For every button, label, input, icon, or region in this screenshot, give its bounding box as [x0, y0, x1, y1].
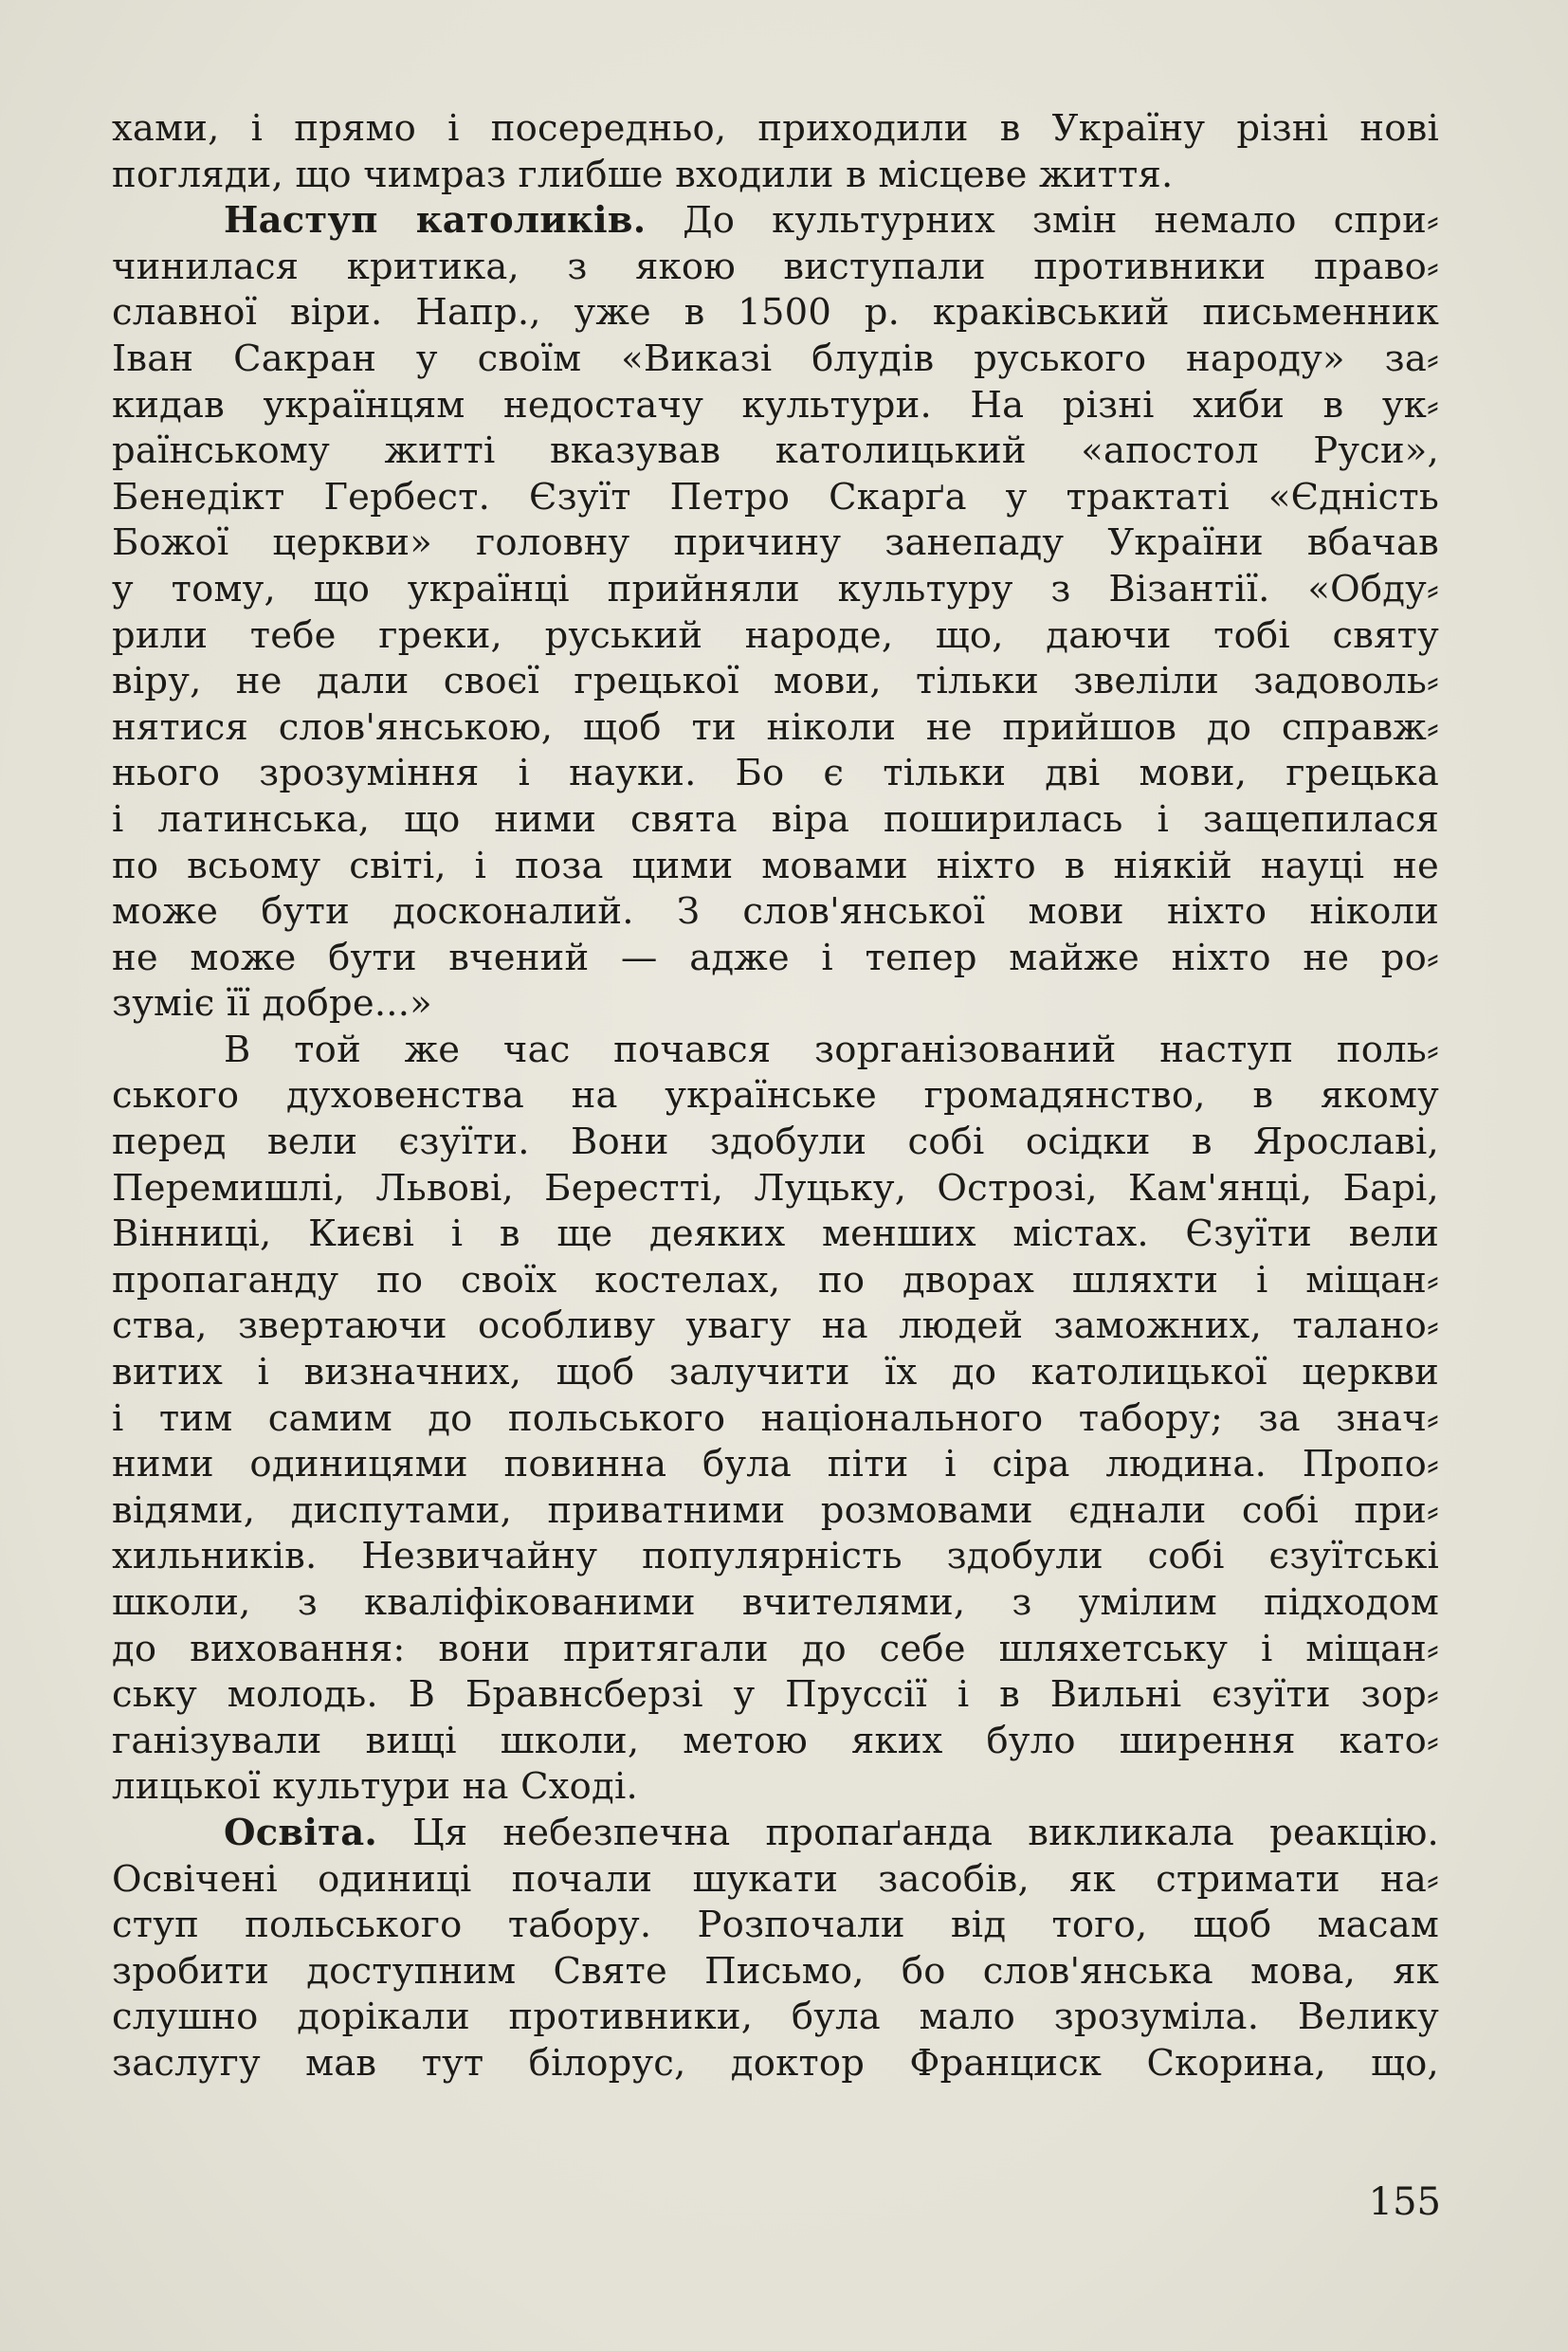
- text-line: Освічені одиниці почали шукати засобів, як стримати на⸗: [112, 1857, 1439, 1901]
- text-line: по всьому світі, і поза цими мовами ніхто в ніякій науці не: [112, 844, 1439, 887]
- text-line: чинилася критика, з якою виступали противники право⸗: [112, 245, 1439, 288]
- text-line: витих і визначних, щоб залучити їх до католицької церкви: [112, 1351, 1439, 1394]
- text-line: Перемишлі, Львові, Берестті, Луцьку, Острозі, Кам'янці, Барі,: [112, 1166, 1439, 1210]
- text-line: Божої церкви» головну причину занепаду України вбачав: [112, 521, 1439, 565]
- section-heading: Наступ католиків.: [224, 199, 647, 243]
- text-line: віру, не дали своєї грецької мови, тільки звеліли задоволь⸗: [112, 660, 1439, 703]
- text-line: лицької культури на Сході.: [112, 1765, 638, 1809]
- page-text: [112, 106, 1439, 2087]
- text-line: перед вели єзуїти. Вони здобули собі осідки в Ярославі,: [112, 1121, 1439, 1164]
- text-line: Бенедікт Гербест. Єзуїт Петро Скарґа у трактаті «Єдність: [112, 475, 1439, 519]
- text-line: Іван Сакран у своїм «Виказі блудів руського народу» за⸗: [112, 337, 1439, 380]
- text-line: ського духовенства на українське громадянство, в якому: [112, 1074, 1439, 1118]
- text-line: пропаганду по своїх костелах, по дворах шляхти і міщан⸗: [112, 1258, 1439, 1302]
- text-line: може бути досконалий. З слов'янської мови ніхто ніколи: [112, 890, 1439, 934]
- text-line: школи, з кваліфікованими вчителями, з умілим підходом: [112, 1581, 1439, 1624]
- text-line: ську молодь. В Бравнсберзі у Пруссії і в Вильні єзуїти зор⸗: [112, 1673, 1439, 1717]
- text-line: рили тебе греки, руський народе, що, даючи тобі святу: [112, 613, 1439, 657]
- text-line: В той же час почався зорганізований наступ поль⸗: [224, 1028, 1439, 1071]
- text-line: нього зрозуміння і науки. Бо є тільки дві мови, грецька: [112, 752, 1439, 795]
- text-line: кидав українцям недостачу культури. На різні хиби в ук⸗: [112, 383, 1439, 427]
- text-line: нятися слов'янською, щоб ти ніколи не прийшов до справж⸗: [112, 705, 1439, 749]
- text-line: і латинська, що ними свята віра поширилась і защепилася: [112, 797, 1439, 841]
- text-line: Вінниці, Києві і в ще деяких менших містах. Єзуїти вели: [112, 1212, 1439, 1256]
- paragraph-education: [112, 1811, 1439, 2087]
- text-line: славної віри. Напр., уже в 1500 р. краківський письменник: [112, 291, 1439, 335]
- text-line: зуміє її добре...»: [112, 982, 432, 1026]
- text-line: не може бути вчений — адже і тепер майже ніхто не ро⸗: [112, 936, 1439, 979]
- text-line: відями, диспутами, приватними розмовами єднали собі при⸗: [112, 1488, 1439, 1532]
- paragraph: [112, 106, 1439, 198]
- text-line: погляди, що чимраз глибше входили в місцеве життя.: [112, 153, 1174, 196]
- text-line: хильників. Незвичайну популярність здобули собі єзуїтські: [112, 1535, 1439, 1578]
- text-fragment: До культурних змін немало спри⸗: [646, 199, 1439, 243]
- text-line: і тим самим до польського національного табору; за знач⸗: [112, 1396, 1439, 1440]
- page-number: 155: [1368, 2180, 1441, 2224]
- text-line: у тому, що українці прийняли культуру з Візантії. «Обду⸗: [112, 567, 1439, 611]
- paragraph-catholic-offensive: [112, 198, 1439, 1028]
- text-line: ними одиницями повинна була піти і сіра людина. Пропо⸗: [112, 1443, 1439, 1486]
- text-line: раїнському житті вказував католицький «апостол Руси»,: [112, 429, 1439, 473]
- section-heading: Освіта.: [224, 1811, 377, 1854]
- text-line: хами, і прямо і посередньо, приходили в Україну різні нові: [112, 107, 1439, 150]
- text-line: до виховання: вони притягали до себе шляхетську і міщан⸗: [112, 1627, 1439, 1670]
- text-line: заслугу мав тут білорус, доктор Франциск Скорина, що,: [112, 2041, 1439, 2085]
- text-line: [112, 1811, 1439, 1857]
- text-line: [112, 198, 1439, 245]
- text-line: зробити доступним Святе Письмо, бо слов'янська мова, як: [112, 1949, 1439, 1993]
- text-line: ганізували вищі школи, метою яких було ширення като⸗: [112, 1719, 1439, 1762]
- paragraph-jesuit-offensive: [112, 1028, 1439, 1811]
- text-line: слушно дорікали противники, була мало зрозуміла. Велику: [112, 1996, 1439, 2039]
- text-fragment: Ця небезпечна пропаґанда викликала реакцію.: [376, 1811, 1439, 1854]
- text-line: ступ польського табору. Розпочали від того, щоб масам: [112, 1904, 1439, 1947]
- text-line: ства, звертаючи особливу увагу на людей заможних, талано⸗: [112, 1304, 1439, 1348]
